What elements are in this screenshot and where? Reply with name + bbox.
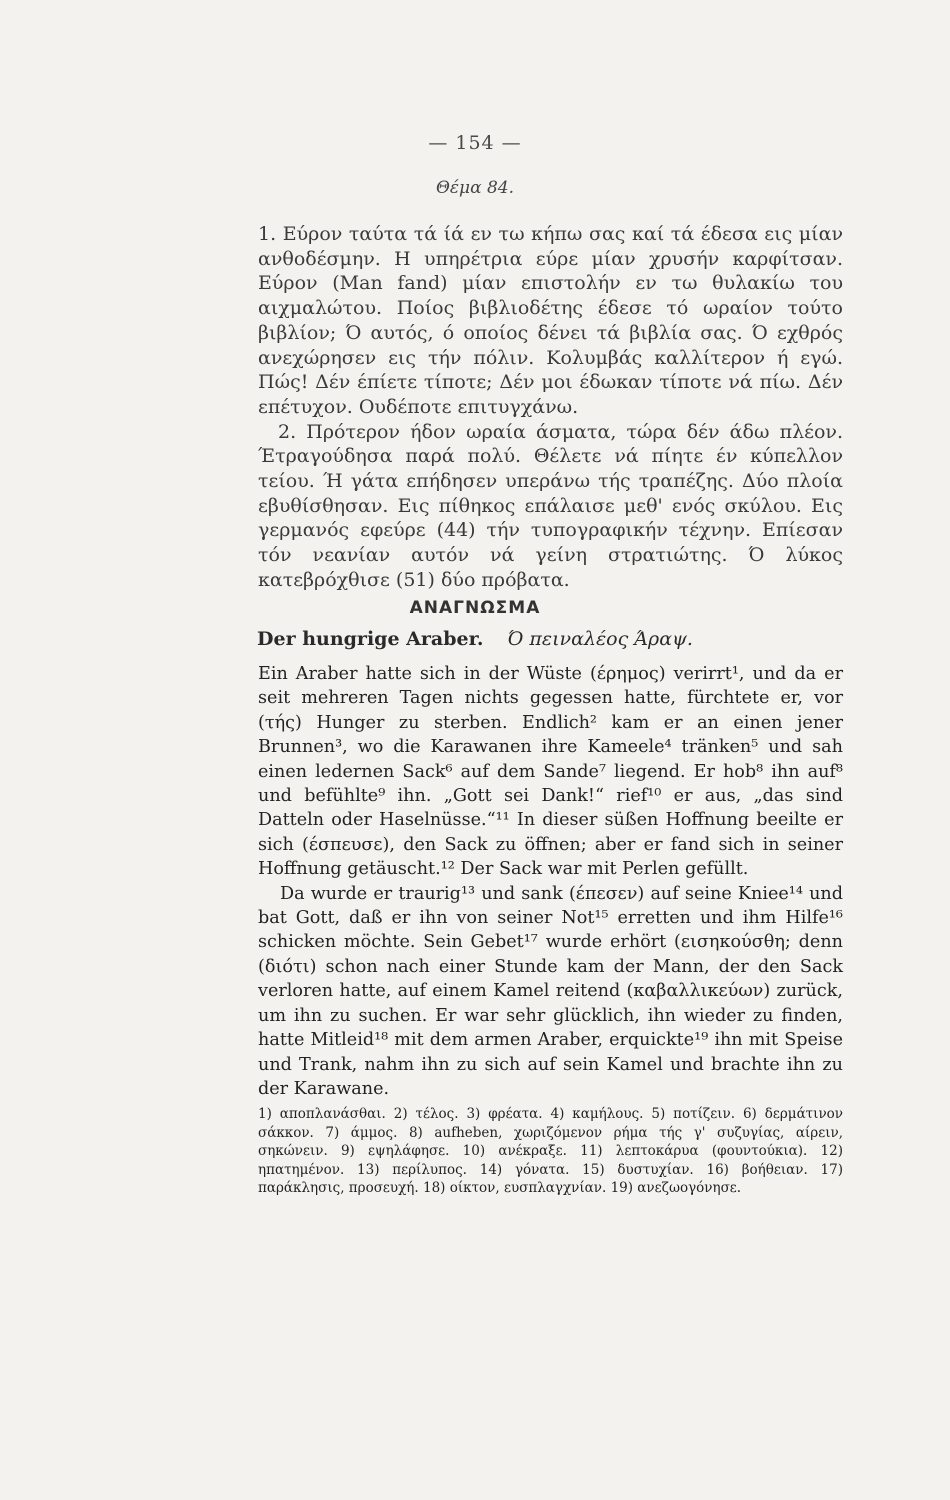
exercise-title: Θέμα 84.	[435, 178, 515, 198]
reading-heading: ΑΝΑΓΝΩΣΜΑ	[409, 598, 541, 618]
story-title-german: Der hungrige Araber.	[257, 628, 484, 650]
exercise-text	[258, 222, 843, 593]
story-title-greek: Ό πειναλέος Άραψ.	[507, 628, 693, 650]
exercise-paragraph-2: 2. Πρότερον ήδον ωραία άσματα, τώρα δέν άδω πλέον. Έτραγούδησα παρά πολύ. Θέλετε νά πίητε έν κύπελλον τείου. Ή γάτα επήδησεν υπεράνω τής τραπέζης. Δύο πλοία εβυθίσθησαν. Εις πίθηκος επάλαισε μεθ' ενός σκύλου. Εις γερμανός εφεύρε (44) τήν τυπογραφικήν τέχνην. Επίεσαν τόν νεανίαν αυτόν νά γείνη στρατιώτης. Ό λύκος κατεβρόχθισε (51) δύο πρόβατα.	[258, 420, 843, 591]
story-title	[0, 628, 950, 650]
exercise-paragraph-1: 1. Εύρον ταύτα τά ίά εν τω κήπω σας καί τά έδεσα εις μίαν ανθοδέσμην. Η υπηρέτρια εύρε μίαν χρυσήν καρφίτσαν. Εύρον (Man fand) μίαν επιστολήν εν τω θυλακίω του αιχμαλώτου. Ποίος βιβλιοδέτης έδεσε τό ωραίον τούτο βιβλίον; Ό αυτός, ό οποίος δένει τά βιβλία σας. Ό εχθρός ανεχώρησεν εις τήν πόλιν. Κολυμβάς καλλίτερον ή εγώ. Πώς! Δέν έπίετε τίποτε; Δέν μοι έδωκαν τίποτε νά πίω. Δέν επέτυχον. Ουδέποτε επιτυγχάνω.	[258, 223, 843, 418]
reading-paragraph-1: Ein Araber hatte sich in der Wüste (έρημος) verirrt¹, und da er seit mehreren Tagen nichts gegessen hatte, fürchtete er, vor (τής) Hunger zu sterben. Endlich² kam er an einen jener Brunnen³, wo die Karawanen ihre Kameele⁴ tränken⁵ und sah einen ledernen Sack⁶ auf dem Sande⁷ liegend. Er hob⁸ ihn auf⁸ und befühlte⁹ ihn. „Gott sei Dank!“ rief¹⁰ er aus, „das sind Datteln oder Haselnüsse.“¹¹ In dieser süßen Hoffnung beeilte er sich (έσπευσε), den Sack zu öffnen; aber er fand sich in seiner Hoffnung getäuscht.¹² Der Sack war mit Perlen gefüllt.	[258, 664, 843, 880]
page-number: — 154 —	[428, 132, 522, 154]
footnotes: 1) αποπλανάσθαι. 2) τέλος. 3) φρέατα. 4) καμήλους. 5) ποτίζειν. 6) δερμάτινον σάκκον. 7) άμμος. 8) aufheben, χωριζόμενον ρήμα τής γ' συζυγίας, αίρειν, σηκώνειν. 9) εψηλάφησε. 10) ανέκραξε. 11) λεπτοκάρυα (φουντούκια). 12) ηπατημένον. 13) περίλυπος. 14) γόνατα. 15) δυστυχίαν. 16) βοήθειαν. 17) παράκλησις, προσευχή. 18) οίκτον, ευσπλαγχνίαν. 19) ανεζωογόνησε.	[258, 1106, 843, 1197]
reading-text	[258, 662, 843, 1101]
reading-paragraph-2: Da wurde er traurig¹³ und sank (έπεσεν) auf seine Kniee¹⁴ und bat Gott, daß er ihn von seiner Not¹⁵ erretten und ihm Hilfe¹⁶ schicken möchte. Sein Gebet¹⁷ wurde erhört (εισηκούσθη; denn (διότι) schon nach einer Stunde kam der Mann, der den Sack verloren hatte, auf einem Kamel reitend (καβαλλικεύων) zurück, um ihn zu suchen. Er war sehr glücklich, ihn wieder zu finden, hatte Mitleid¹⁸ mit dem armen Araber, erquickte¹⁹ ihn mit Speise und Trank, nahm ihn zu sich auf sein Kamel und brachte ihn zu der Karawane.	[258, 883, 843, 1099]
